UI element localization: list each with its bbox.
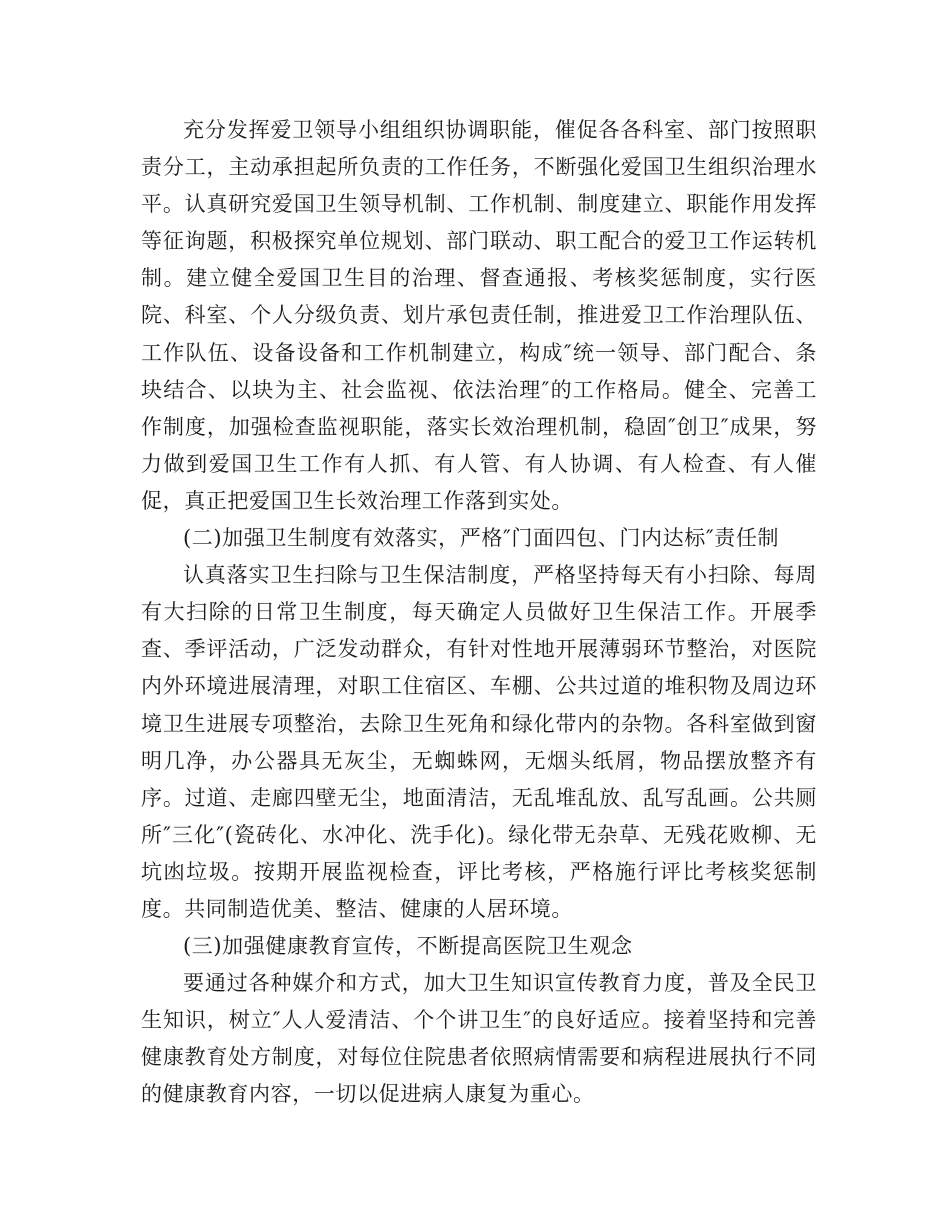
section-heading-health-education: (三)加强健康教育宣传，不断提高医院卫生观念 [183, 934, 633, 959]
paragraph-health-education: 要通过各种媒介和方式，加大卫生知识宣传教育力度，普及全民卫生知识，树立″人人爱清洁、个个讲卫生″的良好适应。接着坚持和完善健康教育处方制度，对每位住院患者依照病情需要和病程进展执行不同的健康教育内容，一切以促进病人康复为重心。 [141, 971, 817, 1107]
section-heading-hygiene-system: (二)加强卫生制度有效落实，严格″门面四包、门内达标″责任制 [183, 526, 780, 551]
paragraph-hygiene-cleaning: 认真落实卫生扫除与卫生保洁制度，严格坚持每天有小扫除、每周有大扫除的日常卫生制度，每天确定人员做好卫生保洁工作。开展季查、季评活动，广泛发动群众，有针对性地开展薄弱环节整治，对医院内外环境进展清理，对职工住宿区、车棚、公共过道的堆积物及周边环境卫生进展专项整治，去除卫生死角和绿化带内的杂物。各科室做到窗明几净，办公器具无灰尘，无蜘蛛网，无烟头纸屑，物品摆放整齐有序。过道、走廊四壁无尘，地面清洁，无乱堆乱放、乱写乱画。公共厕所″三化″(瓷砖化、水冲化、洗手化)。绿化带无杂草、无残花败柳、无坑凼垃圾。按期开展监视检查，评比考核，严格施行评比考核奖惩制度。共同制造优美、整洁、健康的人居环境。 [141, 563, 817, 921]
document-body [141, 112, 817, 1114]
paragraph-leadership-coordination: 充分发挥爱卫领导小组组织协调职能，催促各各科室、部门按照职责分工，主动承担起所负责的工作任务，不断强化爱国卫生组织治理水平。认真研究爱国卫生领导机制、工作机制、制度建立、职能作用发挥等征询题，积极探究单位规划、部门联动、职工配合的爱卫工作运转机制。建立健全爱国卫生目的治理、督查通报、考核奖惩制度，实行医院、科室、个人分级负责、划片承包责任制，推进爱卫工作治理队伍、工作队伍、设备设备和工作机制建立，构成″统一领导、部门配合、条块结合、以块为主、社会监视、依法治理″的工作格局。健全、完善工作制度，加强检查监视职能，落实长效治理机制，稳固″创卫″成果，努力做到爱国卫生工作有人抓、有人管、有人协调、有人检查、有人催促，真正把爱国卫生长效治理工作落到实处。 [141, 118, 817, 513]
